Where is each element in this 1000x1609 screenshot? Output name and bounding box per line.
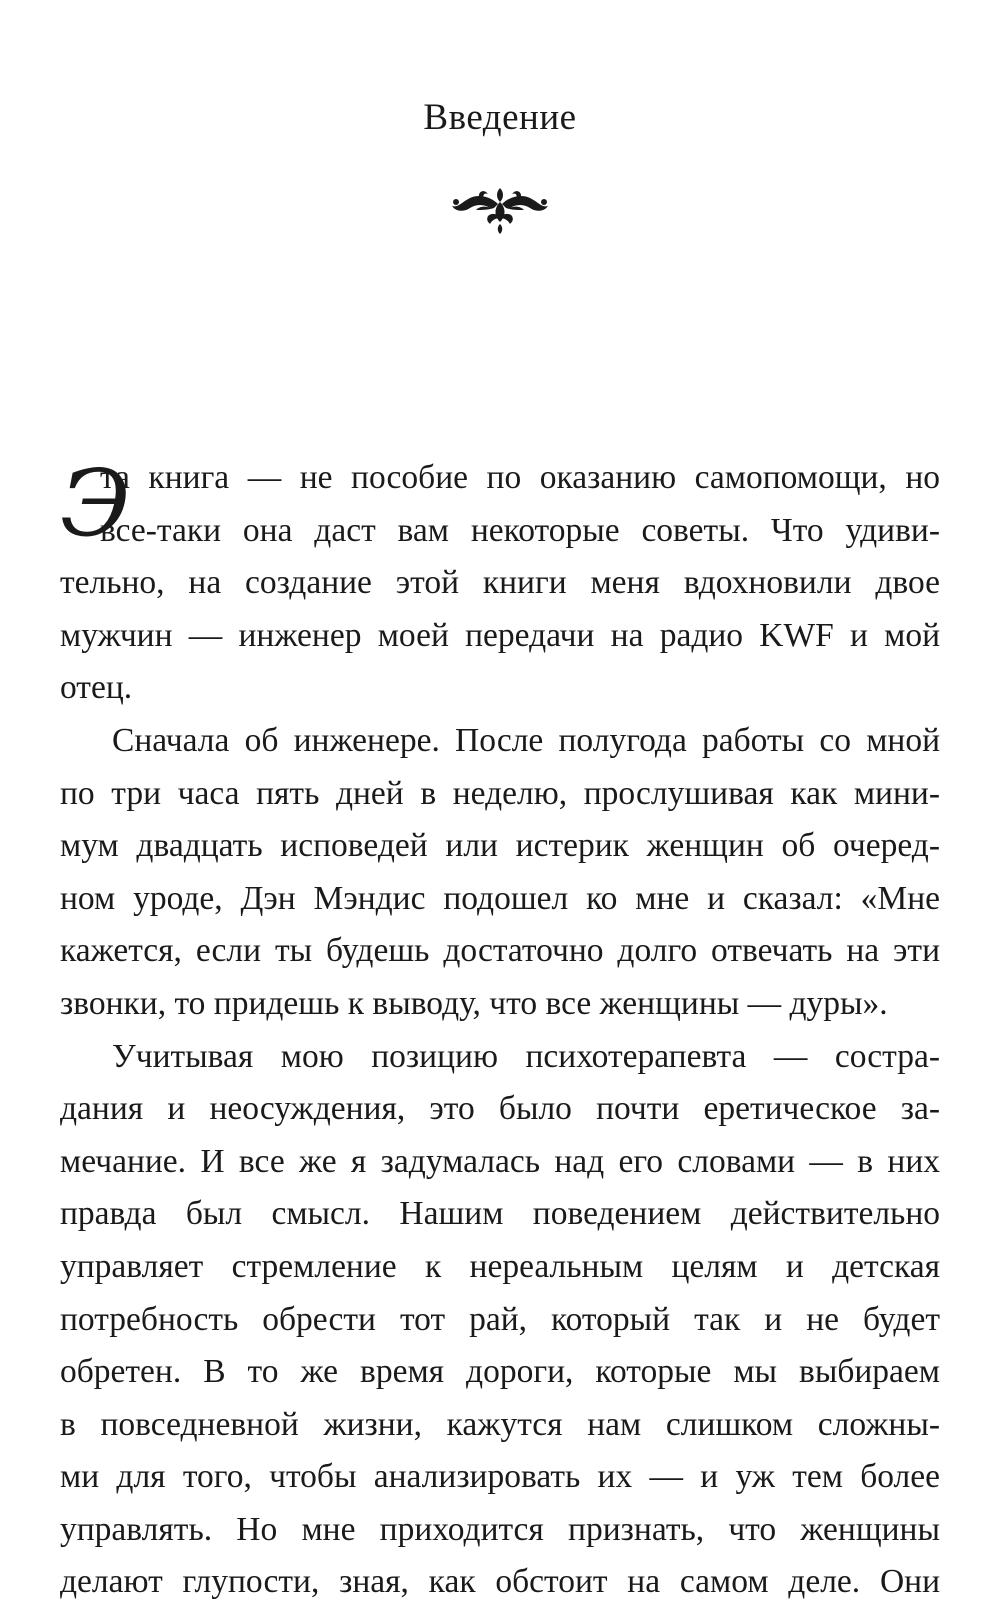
chapter-title: Введение [423, 97, 577, 138]
text-line: мум двадцать исповедей или истерик женщин об очеред- [60, 827, 940, 865]
text-line: отец. [60, 669, 133, 707]
text-line: звонки, то придешь к выводу, что все женщины — дуры». [60, 984, 888, 1022]
text-line: управляет стремление к нереальным целям и детская [60, 1247, 940, 1285]
text-line: мужчин — инженер моей передачи на радио KWF и мой [60, 616, 940, 654]
fleuron-ornament-icon [450, 182, 550, 238]
text-line: кажется, если ты будешь достаточно долго отвечать на эти [60, 932, 940, 970]
text-line: Учитывая мою позицию психотерапевта — состра- [112, 1037, 940, 1075]
text-line: Э та книга — не пособие по оказанию самопомощи, но [60, 450, 940, 557]
text-line: ми для того, чтобы анализировать их — и уж тем более [60, 1458, 940, 1496]
text-line: по три часа пять дней в неделю, прослушивая как мини- [60, 774, 940, 812]
drop-cap: Э [60, 450, 131, 557]
text-line: мечание. И все же я задумалась над его словами — в них [60, 1142, 940, 1180]
text-line: потребность обрести тот рай, который так и не будет [60, 1300, 940, 1338]
text-line: все-таки она даст вам некоторые советы. Что удиви- [100, 511, 940, 549]
text-line: обретен. В то же время дороги, которые мы выбираем [60, 1353, 940, 1391]
text-line: управлять. Но мне приходится признать, что женщины [60, 1510, 940, 1548]
text-line: Сначала об инженере. После полугода работы со мной [112, 721, 940, 759]
text-line: ном уроде, Дэн Мэндис подошел ко мне и сказал: «Мне [60, 879, 940, 917]
text-line: тельно, на создание этой книги меня вдохновили двое [60, 564, 940, 602]
text-line: делают глупости, зная, как обстоит на самом деле. Они [60, 1563, 940, 1601]
text-line: в повседневной жизни, кажутся нам слишком сложны- [60, 1405, 940, 1443]
text-line: правда был смысл. Нашим поведением действительно [60, 1195, 940, 1233]
body-text [60, 452, 940, 1609]
text-line: дания и неосуждения, это было почти еретическое за- [60, 1090, 940, 1128]
